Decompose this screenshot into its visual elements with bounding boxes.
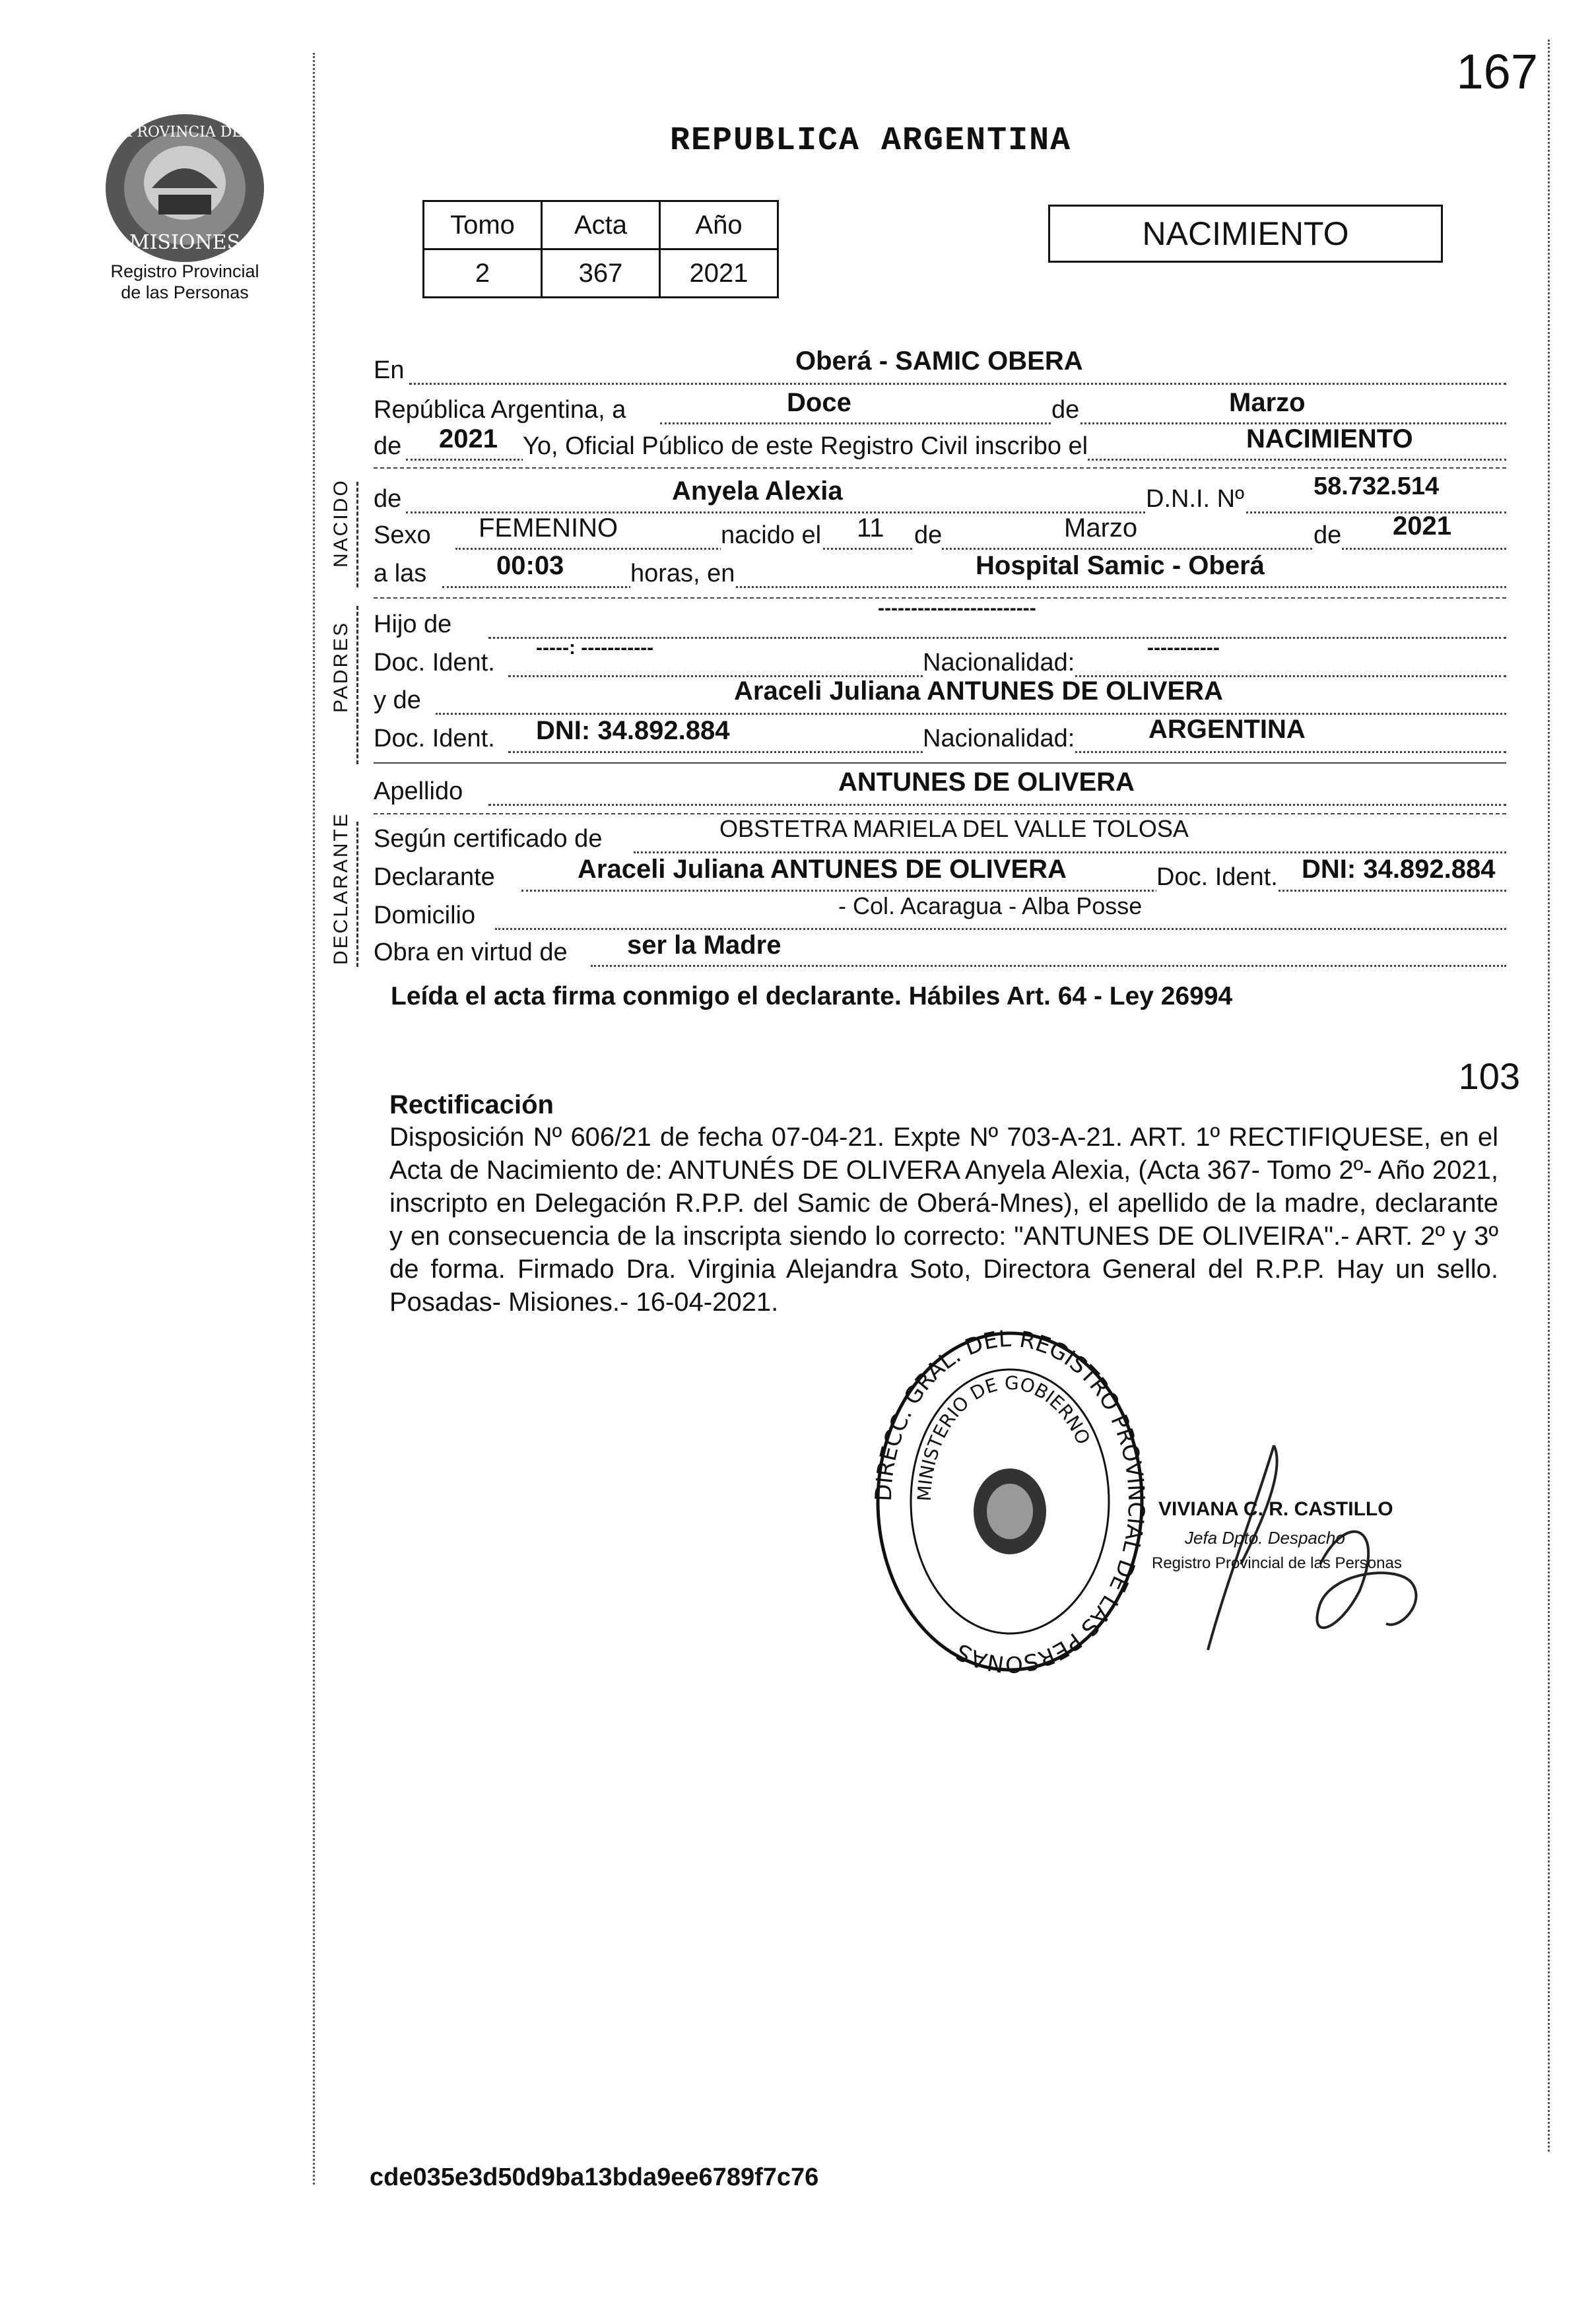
reference-table bbox=[422, 200, 779, 298]
mother-name: Araceli Juliana ANTUNES DE OLIVERA bbox=[734, 676, 1223, 706]
declarante-doc-label: Doc. Ident. bbox=[1156, 863, 1278, 891]
father-doc: -----: ----------- bbox=[536, 637, 654, 659]
certificado-dots bbox=[634, 851, 1506, 853]
padres-side-bar bbox=[356, 606, 358, 764]
en-dots bbox=[409, 383, 1506, 385]
hijo-de-label: Hijo de bbox=[374, 610, 452, 638]
nacido-dni-label: D.N.I. Nº bbox=[1146, 485, 1244, 513]
apellido-separator bbox=[374, 813, 1506, 814]
signer-name: VIVIANA C. R. CASTILLO bbox=[1158, 1498, 1393, 1520]
mother-nac-label: Nacionalidad: bbox=[923, 725, 1075, 752]
logo-caption-line-1: Registro Provincial bbox=[110, 261, 259, 281]
record-day: Doce bbox=[787, 388, 851, 417]
nacido-name: Anyela Alexia bbox=[672, 477, 843, 506]
sexo-label: Sexo bbox=[374, 521, 431, 549]
declarante-doc: DNI: 34.892.884 bbox=[1302, 855, 1496, 884]
ref-header-tomo: Tomo bbox=[424, 201, 542, 249]
domicilio-value: - Col. Acaragua - Alba Posse bbox=[838, 892, 1143, 919]
obra-label: Obra en virtud de bbox=[374, 939, 568, 966]
document-hash: cde035e3d50d9ba13bda9ee6789f7c76 bbox=[370, 2163, 819, 2191]
horas-label: horas, en bbox=[630, 560, 735, 587]
stamp-inner-text: MINISTERIO DE GOBIERNO bbox=[913, 1371, 1095, 1502]
nacido-dni: 58.732.514 bbox=[1313, 473, 1440, 500]
de-label-year: de bbox=[374, 432, 402, 460]
rectificacion-number: 103 bbox=[1458, 1055, 1520, 1097]
republica-label: República Argentina, a bbox=[374, 396, 626, 424]
obra-value: ser la Madre bbox=[627, 931, 781, 960]
nacido-section-label: NACIDO bbox=[330, 478, 352, 568]
ref-value-ano: 2021 bbox=[660, 249, 778, 298]
father-nac-label: Nacionalidad: bbox=[923, 649, 1075, 676]
declarante-section-label: DECLARANTE bbox=[330, 812, 352, 965]
right-margin-line bbox=[1548, 40, 1550, 2152]
apellido-label: Apellido bbox=[374, 777, 463, 805]
document-title: REPUBLICA ARGENTINA bbox=[670, 122, 1072, 160]
nacido-de-label-3: de bbox=[1313, 521, 1342, 549]
nacido-de-label: de bbox=[374, 485, 402, 513]
father-doc-label: Doc. Ident. bbox=[374, 649, 495, 676]
nacido-el-label: nacido el bbox=[721, 521, 822, 549]
reference-table-value-row bbox=[424, 249, 778, 298]
segun-label: Según certificado de bbox=[374, 825, 603, 853]
certificado-value: OBSTETRA MARIELA DEL VALLE TOLOSA bbox=[719, 815, 1189, 842]
declarante-dots bbox=[521, 890, 1506, 892]
sexo-dots bbox=[455, 548, 1506, 550]
domicilio-dots bbox=[495, 928, 1506, 930]
mother-nac: ARGENTINA bbox=[1148, 715, 1306, 744]
left-margin-line bbox=[313, 53, 315, 2185]
obra-dots bbox=[591, 965, 1506, 967]
birth-place: Hospital Samic - Oberá bbox=[976, 551, 1265, 580]
signer-office: Registro Provincial de las Personas bbox=[1152, 1554, 1402, 1572]
ref-header-ano: Año bbox=[660, 201, 778, 249]
declarante-name: Araceli Juliana ANTUNES DE OLIVERA bbox=[578, 855, 1067, 884]
time-dots bbox=[442, 586, 1506, 588]
birth-year: 2021 bbox=[1393, 512, 1451, 541]
record-place: Oberá - SAMIC OBERA bbox=[795, 346, 1083, 376]
closing-line: Leída el acta firma conmigo el declarante. Hábiles Art. 64 - Ley 26994 bbox=[391, 982, 1233, 1010]
domicilio-label: Domicilio bbox=[374, 902, 476, 929]
apellido-value: ANTUNES DE OLIVERA bbox=[838, 768, 1135, 797]
ref-value-tomo: 2 bbox=[424, 249, 542, 298]
document-type-box: NACIMIENTO bbox=[1048, 205, 1443, 263]
yo-label: Yo, Oficial Público de este Registro Civil inscribo el bbox=[523, 432, 1088, 460]
reference-table-header-row bbox=[424, 201, 778, 249]
father-name: ------------------------ bbox=[878, 597, 1036, 619]
official-stamp bbox=[871, 1327, 1148, 1676]
logo-caption-line-2: de las Personas bbox=[121, 282, 249, 302]
misiones-coat-of-arms-logo bbox=[99, 109, 271, 267]
record-de-label: de bbox=[1051, 396, 1080, 424]
birth-month: Marzo bbox=[1064, 513, 1138, 543]
rectificacion-title: Rectificación bbox=[389, 1090, 554, 1119]
signature-block bbox=[1122, 1432, 1492, 1670]
nacido-sexo: FEMENINO bbox=[479, 513, 618, 543]
record-act-type: NACIMIENTO bbox=[1246, 424, 1413, 453]
declarante-side-bar bbox=[356, 822, 358, 967]
stamp-outer-text: DIRECC. GRAL. DEL REGISTRO PROVINCIAL DE LAS PERSONAS bbox=[871, 1327, 1148, 1676]
apellido-dots bbox=[488, 804, 1506, 806]
ref-value-acta: 367 bbox=[542, 249, 660, 298]
en-label: En bbox=[374, 356, 405, 384]
y-de-label: y de bbox=[374, 686, 421, 714]
nacido-side-bar bbox=[356, 482, 358, 587]
father-nac: ----------- bbox=[1147, 637, 1220, 659]
padres-section-label: PADRES bbox=[330, 620, 352, 713]
mother-doc: DNI: 34.892.884 bbox=[536, 716, 730, 745]
page-number: 167 bbox=[1456, 44, 1538, 99]
ref-header-acta: Acta bbox=[542, 201, 660, 249]
birth-time: 00:03 bbox=[496, 551, 564, 580]
padres-separator bbox=[374, 762, 1506, 764]
nacido-de-label-2: de bbox=[914, 521, 943, 549]
mother-doc-label: Doc. Ident. bbox=[374, 725, 495, 752]
logo-text-bottom: MISIONES bbox=[129, 231, 241, 254]
signer-title: Jefa Dpto. Despacho bbox=[1185, 1528, 1345, 1548]
a-las-label: a las bbox=[374, 560, 427, 587]
logo-caption bbox=[86, 261, 284, 303]
logo-text-top: PROVINCIA DE bbox=[127, 124, 243, 141]
record-separator bbox=[374, 467, 1506, 469]
rectificacion-body: Disposición Nº 606/21 de fecha 07-04-21. Expte Nº 703-A-21. ART. 1º RECTIFIQUESE, en el Acta de Nacimiento de: ANTUNÉS DE OLIVERA Anyela Alexia, (Acta 367- Tomo 2º- Año 2021, inscripto en Delegación R.P.P. del Samic de Oberá-Mnes), el apellido de la madre, declarante y en consecuencia de la inscripta siendo lo correcto: "ANTUNES DE OLIVEIRA".- ART. 2º y 3º de forma. Firmado Dra. Virginia Alejandra Soto, Directora General del R.P.P. Hay un sello. Posadas- Misiones.- 16-04-2021. bbox=[389, 1123, 1498, 1317]
record-year: 2021 bbox=[439, 424, 498, 453]
mother-name-dots bbox=[436, 713, 1506, 715]
declarante-label: Declarante bbox=[374, 863, 495, 891]
birth-day: 11 bbox=[857, 513, 884, 543]
record-month: Marzo bbox=[1229, 388, 1306, 417]
